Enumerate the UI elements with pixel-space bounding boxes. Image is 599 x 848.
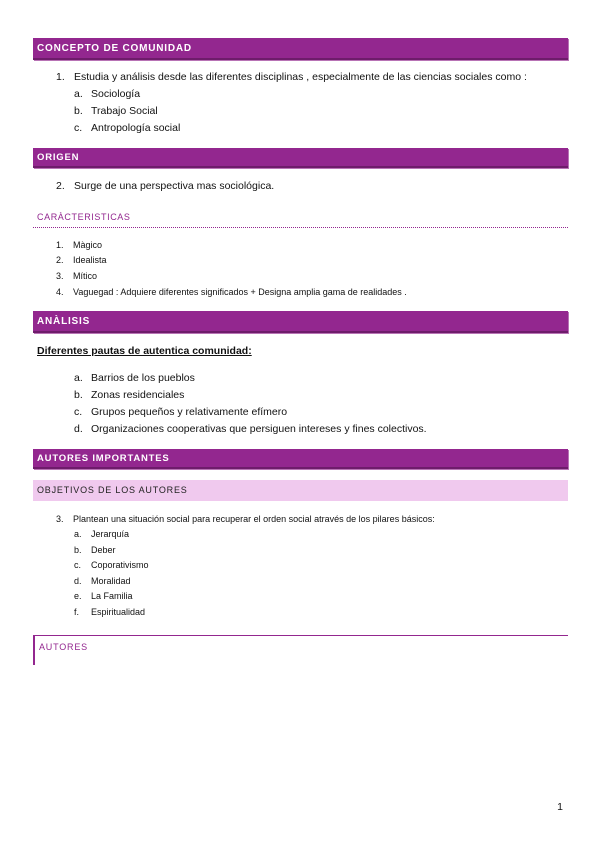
list-marker: b. [74,545,82,555]
list-text: Organizaciones cooperativas que persiguen intereses y fines colectivos. [91,423,427,435]
section-title: ORIGEN [37,152,80,163]
list-text: Coporativismo [91,560,149,570]
list-text: La Familia [91,591,133,601]
list-marker: d. [74,423,83,435]
subsection-header-autores [33,635,568,665]
list-marker: c. [74,406,83,418]
subsection-title: OBJETIVOS DE LOS AUTORES [37,485,188,495]
page-number: 1 [557,801,563,813]
list-marker: a. [74,529,82,539]
section-title: ANÀLISIS [37,316,91,327]
list-number: 1. [56,71,65,83]
list-text: Grupos pequeños y relativamente efímero [91,406,288,418]
list-marker: d. [74,576,82,586]
dotted-divider [33,227,568,228]
list-text: Sociología [91,88,141,100]
list-text: Idealista [73,255,107,265]
list-text: Deber [91,545,116,555]
list-marker: f. [74,607,80,617]
subsection-title: CARÀCTERISTICAS [37,212,131,222]
analisis-heading: Diferentes pautas de autentica comunidad: [37,345,252,357]
list-text: Surge de una perspectiva mas sociológica. [74,180,275,192]
list-number: 1. [56,240,64,250]
list-text: Espiritualidad [91,607,146,617]
list-marker: c. [74,560,82,570]
list-number: 4. [56,287,64,297]
list-text: Jerarquía [91,529,130,539]
list-marker: a. [74,88,83,100]
list-marker: a. [74,372,83,384]
list-text: Mítico [73,271,98,281]
list-marker: b. [74,105,83,117]
subsection-header-objetivos [33,480,568,501]
list-text: Moralidad [91,576,131,586]
subsection-title: AUTORES [39,642,88,652]
list-number: 3. [56,271,64,281]
section-title: CONCEPTO DE COMUNIDAD [37,43,192,54]
section-title: AUTORES IMPORTANTES [37,453,170,464]
list-marker: e. [74,591,82,601]
list-number: 2. [56,255,64,265]
list-text: Trabajo Social [91,105,158,117]
list-text: Zonas residenciales [91,389,185,401]
list-marker: c. [74,122,83,134]
list-text: Vaguegad : Adquiere diferentes significados + Designa amplia gama de realidades . [73,287,407,297]
list-text: Màgico [73,240,103,250]
section-header-origen [33,148,568,168]
list-marker: b. [74,389,83,401]
list-text: Plantean una situación social para recuperar el orden social através de los pilares básicos: [73,514,435,524]
list-text: Barrios de los pueblos [91,372,195,384]
list-text: Antropología social [91,122,181,134]
list-number: 3. [56,514,64,524]
section-header-analisis [33,311,568,333]
section-header-concepto [33,38,568,60]
list-number: 2. [56,180,65,192]
section-header-autores-importantes [33,449,568,469]
list-text: Estudia y análisis desde las diferentes disciplinas , especialmente de las ciencias sociales como : [74,71,527,83]
